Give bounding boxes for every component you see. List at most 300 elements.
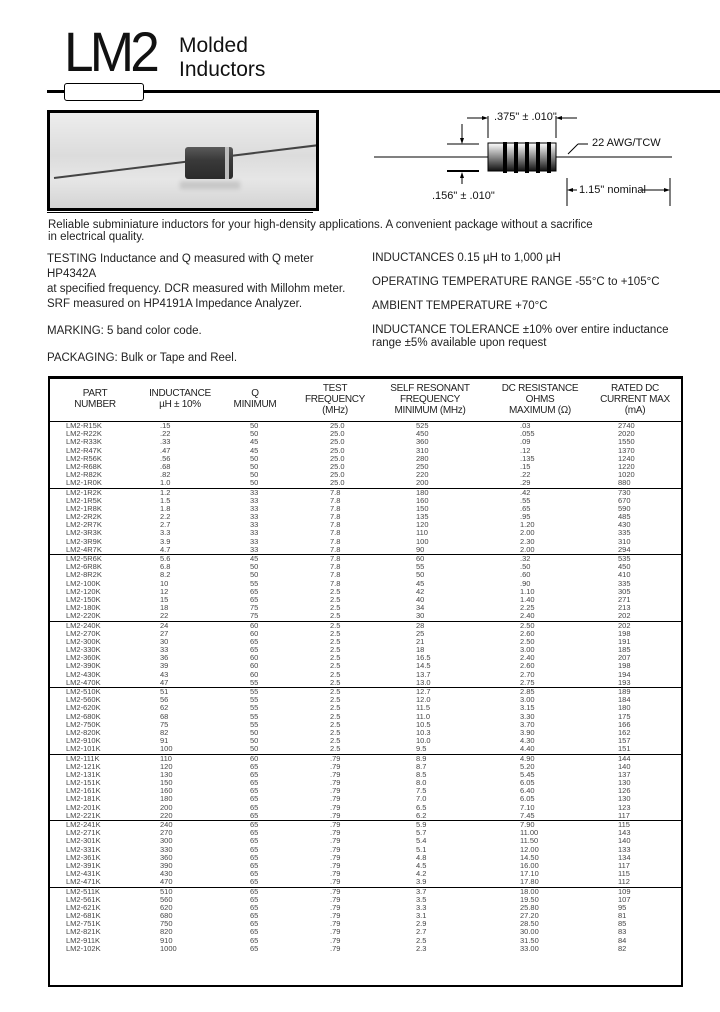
srf-minimum-cell: 40 — [416, 594, 425, 604]
q-minimum-cell: 65 — [250, 886, 259, 896]
dc-resistance-cell: .55 — [520, 495, 531, 505]
dc-resistance-cell: .22 — [520, 470, 531, 480]
dc-resistance-cell: 2.30 — [520, 536, 535, 546]
inductance-cell: 62 — [160, 703, 169, 713]
dc-resistance-cell: 18.00 — [520, 886, 539, 896]
part-number-cell: LM2-201K — [66, 802, 101, 812]
table-row — [50, 687, 681, 696]
srf-minimum-cell: 3.3 — [416, 902, 427, 912]
table-row — [50, 497, 681, 505]
srf-minimum-cell: 100 — [416, 536, 429, 546]
dc-resistance-cell: 5.20 — [520, 761, 535, 771]
ambient-temp-spec: AMBIENT TEMPERATURE +70°C — [372, 300, 548, 312]
part-number-cell: LM2-360K — [66, 653, 101, 663]
rated-current-cell: 189 — [618, 687, 631, 696]
test-frequency-cell: 2.5 — [330, 695, 341, 705]
part-number-cell: LM2-910K — [66, 736, 101, 746]
inductance-cell: 240 — [160, 820, 173, 829]
srf-minimum-cell: 310 — [416, 445, 429, 455]
srf-minimum-cell: 12.7 — [416, 687, 431, 696]
table-row — [50, 729, 681, 737]
table-row — [50, 463, 681, 471]
rated-current-cell: 82 — [618, 943, 627, 953]
rated-current-cell: 143 — [618, 828, 631, 838]
inductance-cell: 75 — [160, 719, 169, 729]
table-row — [50, 920, 681, 928]
srf-minimum-cell: 160 — [416, 495, 429, 505]
table-row — [50, 870, 681, 878]
srf-minimum-cell: 16.5 — [416, 653, 431, 663]
test-frequency-cell: .79 — [330, 761, 341, 771]
part-number-cell: LM2-221K — [66, 810, 101, 820]
test-frequency-cell: 2.5 — [330, 677, 341, 687]
srf-minimum-cell: 110 — [416, 528, 428, 538]
srf-minimum-cell: 12.0 — [416, 695, 431, 705]
part-number-cell: LM2-560K — [66, 695, 101, 705]
part-number-cell: LM2-3R3K — [66, 528, 102, 538]
test-frequency-cell: 2.5 — [330, 611, 341, 621]
q-minimum-cell: 65 — [250, 943, 259, 953]
q-minimum-cell: 65 — [250, 820, 259, 829]
q-minimum-cell: 33 — [250, 520, 259, 530]
inductance-cell: 120 — [160, 761, 173, 771]
test-frequency-cell: 25.0 — [330, 453, 345, 463]
inductance-cell: .33 — [160, 437, 171, 447]
test-frequency-cell: 7.8 — [330, 503, 341, 513]
test-frequency-cell: 7.8 — [330, 578, 341, 588]
spec-left-column — [47, 252, 362, 378]
srf-minimum-cell: 8.0 — [416, 778, 427, 788]
srf-minimum-cell: 280 — [416, 453, 429, 463]
inductance-cell: 30 — [160, 636, 169, 646]
table-row — [50, 513, 681, 521]
dc-resistance-cell: 4.40 — [520, 744, 535, 754]
intro-line-2: in electrical quality. — [48, 231, 145, 243]
dc-resistance-cell: .65 — [520, 503, 531, 513]
inductance-cell: 1.2 — [160, 487, 171, 497]
test-frequency-cell: 2.5 — [330, 669, 341, 679]
dc-resistance-cell: 17.10 — [520, 869, 539, 879]
part-number-cell: LM2-102K — [66, 943, 101, 953]
product-logo: LM2 — [64, 20, 157, 83]
table-row — [50, 887, 681, 896]
part-number-cell: LM2-R22K — [66, 429, 102, 439]
table-row — [50, 612, 681, 620]
table-row — [50, 945, 681, 953]
srf-minimum-cell: 8.9 — [416, 753, 427, 763]
part-number-cell: LM2-R33K — [66, 437, 102, 447]
part-number-cell: LM2-561K — [66, 894, 101, 904]
q-minimum-cell: 65 — [250, 586, 259, 596]
inductance-cell: 180 — [160, 794, 173, 804]
inductance-cell: 360 — [160, 852, 173, 862]
inductance-cell: 18 — [160, 603, 169, 613]
test-frequency-cell: 25.0 — [330, 478, 345, 488]
part-number-cell: LM2-R56K — [66, 453, 102, 463]
part-number-cell: LM2-680K — [66, 711, 101, 721]
test-frequency-cell: 2.5 — [330, 620, 341, 630]
rated-current-cell: 184 — [618, 695, 631, 705]
srf-minimum-cell: 525 — [416, 421, 429, 430]
q-minimum-cell: 50 — [250, 736, 259, 746]
inductance-cell: 91 — [160, 736, 169, 746]
dc-resistance-cell: .135 — [520, 453, 535, 463]
rated-current-cell: 85 — [618, 919, 627, 929]
tolerance-line-1: INDUCTANCE TOLERANCE ±10% over entire inductance — [372, 324, 669, 336]
test-frequency-cell: 7.8 — [330, 536, 341, 546]
srf-minimum-cell: 30 — [416, 611, 425, 621]
q-minimum-cell: 50 — [250, 453, 259, 463]
rated-current-cell: 115 — [618, 869, 630, 879]
operating-temp-spec: OPERATING TEMPERATURE RANGE -55°C to +105°C — [372, 276, 660, 288]
title-line-1: Molded — [179, 34, 248, 57]
dc-resistance-cell: .12 — [520, 445, 531, 455]
dc-resistance-cell: .95 — [520, 512, 531, 522]
rated-current-cell: 137 — [618, 769, 631, 779]
q-minimum-cell: 55 — [250, 695, 259, 705]
test-frequency-cell: 2.5 — [330, 594, 341, 604]
part-number-cell: LM2-1R5K — [66, 495, 102, 505]
q-minimum-cell: 60 — [250, 653, 259, 663]
inductance-cell: .68 — [160, 461, 171, 471]
table-row — [50, 912, 681, 920]
dc-resistance-cell: .15 — [520, 461, 531, 471]
table-row — [50, 529, 681, 537]
rated-current-cell: 2740 — [618, 421, 635, 430]
wire-gauge-label: 22 AWG/TCW — [592, 137, 661, 149]
inductance-cell: 620 — [160, 902, 173, 912]
rated-current-cell: 126 — [618, 786, 631, 796]
table-row — [50, 638, 681, 646]
test-frequency-cell: 2.5 — [330, 711, 341, 721]
srf-minimum-cell: 10.5 — [416, 719, 431, 729]
table-row — [50, 763, 681, 771]
intro-line-1: Reliable subminiature inductors for your high-density applications. A convenient package without a sacrifice — [48, 219, 593, 231]
rated-current-cell: 198 — [618, 661, 631, 671]
rated-current-cell: 305 — [618, 586, 631, 596]
spec-right-column — [372, 252, 672, 361]
rated-current-cell: 144 — [618, 753, 631, 763]
srf-minimum-cell: 220 — [416, 470, 429, 480]
table-row — [50, 479, 681, 487]
srf-minimum-cell: 3.1 — [416, 911, 427, 921]
q-minimum-cell: 60 — [250, 628, 259, 638]
header-self-resonant-frequency: SELF RESONANT FREQUENCY MINIMUM (MHz) — [390, 383, 470, 416]
q-minimum-cell: 65 — [250, 594, 259, 604]
rated-current-cell: 107 — [618, 894, 631, 904]
table-row — [50, 829, 681, 837]
inductance-cell: 100 — [160, 744, 173, 754]
table-row — [50, 662, 681, 670]
rated-current-cell: 730 — [618, 487, 631, 497]
table-row — [50, 721, 681, 729]
part-number-cell: LM2-301K — [66, 836, 101, 846]
table-row — [50, 604, 681, 612]
srf-minimum-cell: 4.2 — [416, 869, 427, 879]
q-minimum-cell: 60 — [250, 669, 259, 679]
q-minimum-cell: 33 — [250, 528, 259, 538]
table-row — [50, 455, 681, 463]
dc-resistance-cell: 12.00 — [520, 844, 539, 854]
part-number-cell: LM2-510K — [66, 687, 101, 696]
table-row — [50, 654, 681, 662]
header-rule-tab — [64, 83, 144, 101]
srf-minimum-cell: 10.0 — [416, 736, 431, 746]
rated-current-cell: 166 — [618, 719, 631, 729]
rated-current-cell: 310 — [618, 536, 631, 546]
rated-current-cell: 109 — [618, 886, 631, 896]
test-frequency-cell: .79 — [330, 877, 341, 887]
srf-minimum-cell: 5.4 — [416, 836, 427, 846]
part-number-cell: LM2-240K — [66, 620, 101, 630]
photo-lead-left — [54, 161, 188, 179]
q-minimum-cell: 65 — [250, 786, 259, 796]
inductance-cell: .47 — [160, 445, 171, 455]
test-frequency-cell: .79 — [330, 911, 341, 921]
dc-resistance-cell: 1.10 — [520, 586, 535, 596]
dc-resistance-cell: 3.90 — [520, 727, 535, 737]
dc-resistance-cell: 1.40 — [520, 594, 535, 604]
table-row — [50, 696, 681, 704]
rated-current-cell: 134 — [618, 852, 631, 862]
part-number-cell: LM2-6R8K — [66, 562, 102, 572]
header-q-minimum: Q MINIMUM — [233, 388, 277, 410]
rated-current-cell: 1240 — [618, 453, 635, 463]
inductance-cell: 12 — [160, 586, 169, 596]
inductance-cell: 160 — [160, 786, 173, 796]
dc-resistance-cell: .60 — [520, 570, 531, 580]
part-number-cell: LM2-391K — [66, 860, 101, 870]
inductance-cell: 680 — [160, 911, 173, 921]
rated-current-cell: 180 — [618, 703, 631, 713]
tolerance-spec — [372, 324, 672, 350]
rated-current-cell: 430 — [618, 520, 631, 530]
test-frequency-cell: 2.5 — [330, 744, 341, 754]
q-minimum-cell: 33 — [250, 495, 259, 505]
table-row — [50, 422, 681, 430]
inductance-cell: 390 — [160, 860, 173, 870]
q-minimum-cell: 45 — [250, 445, 259, 455]
rated-current-cell: 157 — [618, 736, 631, 746]
srf-minimum-cell: 55 — [416, 562, 425, 572]
q-minimum-cell: 65 — [250, 894, 259, 904]
test-frequency-cell: 2.5 — [330, 645, 341, 655]
srf-minimum-cell: 8.5 — [416, 769, 427, 779]
rated-current-cell: 1550 — [618, 437, 635, 447]
q-minimum-cell: 65 — [250, 794, 259, 804]
table-row — [50, 704, 681, 712]
inductance-cell: .82 — [160, 470, 171, 480]
dc-resistance-cell: 27.20 — [520, 911, 539, 921]
test-frequency-cell: .79 — [330, 860, 341, 870]
dc-resistance-cell: .29 — [520, 478, 531, 488]
test-frequency-cell: 7.8 — [330, 554, 341, 563]
dc-resistance-cell: 4.30 — [520, 736, 535, 746]
part-number-cell: LM2-331K — [66, 844, 101, 854]
table-row — [50, 713, 681, 721]
part-number-cell: LM2-330K — [66, 645, 101, 655]
rated-current-cell: 175 — [618, 711, 631, 721]
inductance-cell: 910 — [160, 935, 173, 945]
dc-resistance-cell: 7.90 — [520, 820, 535, 829]
inductance-cell: .15 — [160, 421, 171, 430]
header-part-number: PART NUMBER — [74, 388, 116, 410]
srf-minimum-cell: 5.1 — [416, 844, 427, 854]
rated-current-cell: 193 — [618, 677, 631, 687]
rated-current-cell: 198 — [618, 628, 631, 638]
part-number-cell: LM2-511K — [66, 886, 101, 896]
rated-current-cell: 83 — [618, 927, 627, 937]
dc-resistance-cell: 16.00 — [520, 860, 539, 870]
inductance-cell: 6.8 — [160, 562, 171, 572]
test-frequency-cell: .79 — [330, 902, 341, 912]
srf-minimum-cell: 7.0 — [416, 794, 427, 804]
q-minimum-cell: 55 — [250, 578, 259, 588]
srf-minimum-cell: 21 — [416, 636, 425, 646]
table-row — [50, 779, 681, 787]
q-minimum-cell: 60 — [250, 661, 259, 671]
table-row — [50, 679, 681, 687]
srf-minimum-cell: 13.0 — [416, 677, 431, 687]
srf-minimum-cell: 450 — [416, 429, 429, 439]
inductance-cell: 200 — [160, 802, 173, 812]
table-row — [50, 630, 681, 638]
part-number-cell: LM2-R47K — [66, 445, 102, 455]
q-minimum-cell: 50 — [250, 570, 259, 580]
lead-length-dimension: 1.15" nominal — [579, 184, 646, 196]
q-minimum-cell: 65 — [250, 778, 259, 788]
table-row — [50, 438, 681, 446]
dc-resistance-cell: .90 — [520, 578, 531, 588]
table-row — [50, 896, 681, 904]
rated-current-cell: 335 — [618, 578, 631, 588]
test-frequency-cell: .79 — [330, 844, 341, 854]
test-frequency-cell: 2.5 — [330, 661, 341, 671]
inductance-cell: .22 — [160, 429, 171, 439]
dc-resistance-cell: 2.50 — [520, 636, 535, 646]
test-frequency-cell: .79 — [330, 794, 341, 804]
inductance-cell: 2.7 — [160, 520, 171, 530]
dc-resistance-cell: 5.45 — [520, 769, 535, 779]
rated-current-cell: 117 — [618, 860, 630, 870]
rated-current-cell: 485 — [618, 512, 631, 522]
q-minimum-cell: 65 — [250, 836, 259, 846]
q-minimum-cell: 60 — [250, 620, 259, 630]
diameter-dimension: .156" ± .010" — [432, 190, 495, 202]
table-row — [50, 563, 681, 571]
test-frequency-cell: .79 — [330, 753, 341, 763]
q-minimum-cell: 55 — [250, 711, 259, 721]
test-frequency-cell: 25.0 — [330, 445, 345, 455]
srf-minimum-cell: 5.9 — [416, 820, 427, 829]
table-row — [50, 488, 681, 497]
inductance-cell: 1.5 — [160, 495, 171, 505]
part-number-cell: LM2-220K — [66, 611, 101, 621]
table-row — [50, 554, 681, 563]
testing-spec — [47, 252, 362, 312]
inductance-cell: .56 — [160, 453, 171, 463]
dc-resistance-cell: 11.50 — [520, 836, 539, 846]
dc-resistance-cell: 2.40 — [520, 611, 535, 621]
test-frequency-cell: 7.8 — [330, 562, 341, 572]
table-row — [50, 804, 681, 812]
dc-resistance-cell: 3.70 — [520, 719, 535, 729]
inductance-cell: 270 — [160, 828, 173, 838]
test-frequency-cell: .79 — [330, 935, 341, 945]
q-minimum-cell: 33 — [250, 487, 259, 497]
q-minimum-cell: 33 — [250, 544, 259, 554]
rated-current-cell: 670 — [618, 495, 631, 505]
test-frequency-cell: 7.8 — [330, 487, 341, 497]
q-minimum-cell: 65 — [250, 769, 259, 779]
dc-resistance-cell: .055 — [520, 429, 535, 439]
q-minimum-cell: 45 — [250, 437, 259, 447]
inductance-cell: 68 — [160, 711, 169, 721]
part-number-cell: LM2-R68K — [66, 461, 102, 471]
rated-current-cell: 2020 — [618, 429, 635, 439]
inductance-cell: 15 — [160, 594, 169, 604]
table-row — [50, 546, 681, 554]
table-row — [50, 596, 681, 604]
table-row — [50, 846, 681, 854]
test-frequency-cell: 7.8 — [330, 520, 341, 530]
part-number-cell: LM2-241K — [66, 820, 101, 829]
part-number-cell: LM2-300K — [66, 636, 101, 646]
q-minimum-cell: 65 — [250, 802, 259, 812]
inductor-photo — [47, 110, 319, 211]
srf-minimum-cell: 5.7 — [416, 828, 427, 838]
table-row — [50, 505, 681, 513]
dc-resistance-cell: 14.50 — [520, 852, 539, 862]
dc-resistance-cell: 2.75 — [520, 677, 535, 687]
inductance-cell: 1.0 — [160, 478, 171, 488]
q-minimum-cell: 65 — [250, 810, 259, 820]
srf-minimum-cell: 13.7 — [416, 669, 431, 679]
q-minimum-cell: 50 — [250, 470, 259, 480]
part-number-cell: LM2-100K — [66, 578, 101, 588]
srf-minimum-cell: 60 — [416, 554, 425, 563]
table-row — [50, 878, 681, 886]
rated-current-cell: 95 — [618, 902, 627, 912]
header-test-frequency: TEST FREQUENCY (MHz) — [304, 383, 366, 416]
table-row — [50, 580, 681, 588]
dc-resistance-cell: 2.50 — [520, 620, 535, 630]
srf-minimum-cell: 3.5 — [416, 894, 427, 904]
test-frequency-cell: 25.0 — [330, 421, 345, 430]
test-frequency-cell: 2.5 — [330, 636, 341, 646]
srf-minimum-cell: 18 — [416, 645, 425, 655]
inductance-cell: 1.8 — [160, 503, 171, 513]
rated-current-cell: 880 — [618, 478, 631, 488]
test-frequency-cell: 2.5 — [330, 727, 341, 737]
inductance-cell: 510 — [160, 886, 173, 896]
test-frequency-cell: .79 — [330, 894, 341, 904]
table-row — [50, 671, 681, 679]
dc-resistance-cell: 19.50 — [520, 894, 539, 904]
table-row — [50, 795, 681, 803]
dc-resistance-cell: .32 — [520, 554, 531, 563]
test-frequency-cell: .79 — [330, 810, 341, 820]
test-frequency-cell: .79 — [330, 836, 341, 846]
inductance-cell: 8.2 — [160, 570, 171, 580]
inductance-cell: 4.7 — [160, 544, 171, 554]
test-frequency-cell: .79 — [330, 927, 341, 937]
part-number-cell: LM2-470K — [66, 677, 101, 687]
inductance-cell: 36 — [160, 653, 169, 663]
photo-lead-right — [230, 139, 319, 157]
part-number-cell: LM2-751K — [66, 919, 101, 929]
part-number-cell: LM2-821K — [66, 927, 101, 937]
